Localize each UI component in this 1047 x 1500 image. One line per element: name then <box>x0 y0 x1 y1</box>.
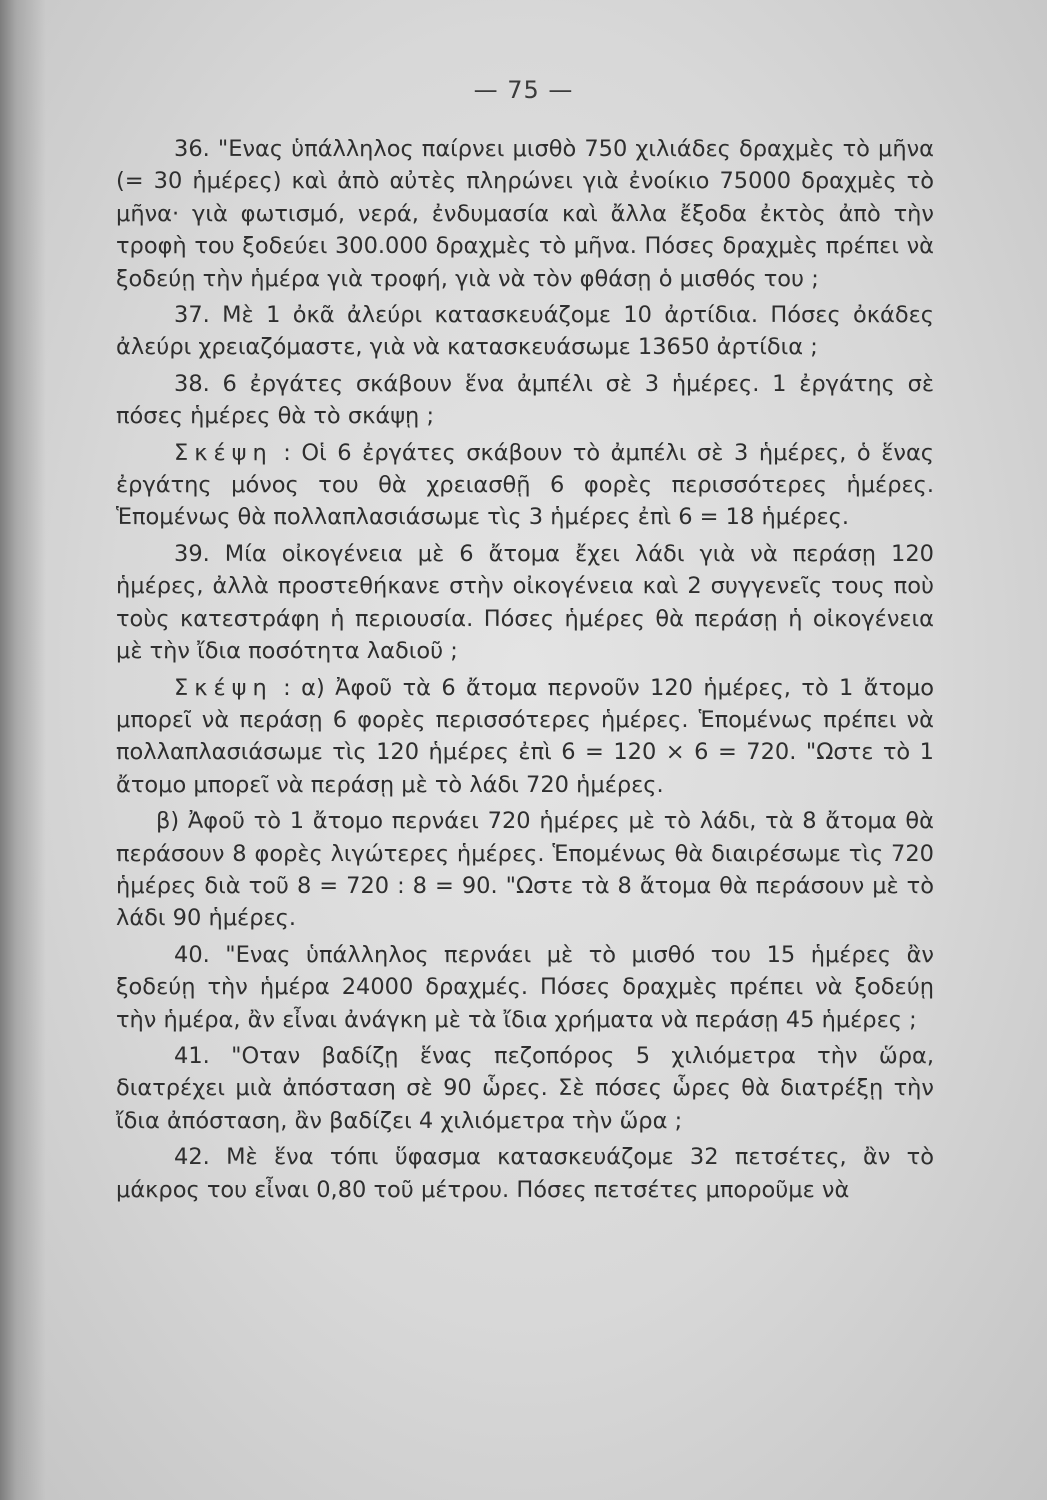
problem-36: 36. "Ενας ὑπάλληλος παίρνει μισθὸ 750 χιλιάδες δραχμὲς τὸ μῆνα (= 30 ἡμέρες) καὶ ἀπὸ αὐτὲς πληρώνει γιὰ ἐνοίκιο 75000 δραχμὲς τὸ μῆνα· γιὰ φωτισμό, νερά, ἐνδυμασία καὶ ἄλλα ἔξοδα ἐκτὸς ἀπὸ τὴν τροφὴ του ξοδεύει 300.000 δραχμὲς τὸ μῆνα. Πόσες δραχμὲς πρέπει νὰ ξοδεύῃ τὴν ἡμέρα γιὰ τροφή, γιὰ νὰ τὸν φθάσῃ ὁ μισθός του ; <box>116 136 934 292</box>
solution-text: : Οἱ 6 ἐργάτες σκάβουν τὸ ἀμπέλι σὲ 3 ἡμέρες, ὁ ἕνας ἐργάτης μόνος του θὰ χρειασθῇ 6 φορὲς περισσότερες ἡμέρες. Ἑπομένως θὰ πολλαπλασιάσωμε τὶς 3 ἡμέρες ἐπὶ 6 = 18 ἡμέρες. <box>116 439 934 531</box>
problem-38: 38. 6 ἐργάτες σκάβουν ἕνα ἀμπέλι σὲ 3 ἡμέρες. 1 ἐργάτης σὲ πόσες ἡμέρες θὰ τὸ σκάψῃ ; <box>116 370 934 430</box>
solution-39a <box>116 672 934 802</box>
solution-text: : α) Ἀφοῦ τὰ 6 ἄτομα περνοῦν 120 ἡμέρες, τὸ 1 ἄτομο μπορεῖ νὰ περάσῃ 6 φορὲς περισσότερες ἡμέρες. Ἑπομένως πρέπει νὰ πολλαπλασιάσωμε τὶς 120 ἡμέρες ἐπὶ 6 = 120 × 6 = 720. "Ωστε τὸ 1 ἄτομο μπορεῖ νὰ περάσῃ μὲ τὸ λάδι 720 ἡμέρες. <box>116 674 934 798</box>
problem-41: 41. "Οταν βαδίζῃ ἕνας πεζοπόρος 5 χιλιόμετρα τὴν ὥρα, διατρέχει μιὰ ἀπόσταση σὲ 90 ὧρες. Σὲ πόσες ὧρες θὰ διατρέξῃ τὴν ἴδια ἀπόσταση, ἂν βαδίζει 4 χιλιόμετρα τὴν ὥρα ; <box>116 1042 934 1134</box>
page-text <box>116 133 934 1210</box>
page-number: — 75 — <box>473 76 574 104</box>
solution-39b: β) Ἀφοῦ τὸ 1 ἄτομο περνάει 720 ἡμέρες μὲ τὸ λάδι, τὰ 8 ἄτομα θὰ περάσουν 8 φορὲς λιγώτερες ἡμέρες. Ἑπομένως θὰ διαιρέσωμε τὶς 720 ἡμέρες διὰ τοῦ 8 = 720 : 8 = 90. "Ωστε τὰ 8 ἄτομα θὰ περάσουν μὲ τὸ λάδι 90 ἡμέρες. <box>116 808 934 932</box>
problem-42: 42. Μὲ ἕνα τόπι ὕφασμα κατασκευάζομε 32 πετσέτες, ἂν τὸ μάκρος του εἶναι 0,80 τοῦ μέτρου. Πόσες πετσέτες μποροῦμε νὰ <box>116 1144 934 1203</box>
problem-40: 40. "Ενας ὑπάλληλος περνάει μὲ τὸ μισθό του 15 ἡμέρες ἂν ξοδεύῃ τὴν ἡμέρα 24000 δραχμές. Πόσες δραχμὲς πρέπει νὰ ξοδεύῃ τὴν ἡμέρα, ἂν εἶναι ἀνάγκη μὲ τὰ ἴδια χρήματα νὰ περάσῃ 45 ἡμέρες ; <box>116 941 934 1033</box>
problem-37: 37. Μὲ 1 ὀκᾶ ἀλεύρι κατασκευάζομε 10 ἀρτίδια. Πόσες ὀκάδες ἀλεύρι χρειαζόμαστε, γιὰ νὰ κατασκευάσωμε 13650 ἀρτίδια ; <box>116 302 934 361</box>
problem-39: 39. Μία οἰκογένεια μὲ 6 ἄτομα ἔχει λάδι γιὰ νὰ περάσῃ 120 ἡμέρες, ἀλλὰ προστεθήκανε στὴν οἰκογένεια καὶ 2 συγγενεῖς τους ποὺ τοὺς κατεστράφη ἡ περιουσία. Πόσες ἡμέρες θὰ περάσῃ ἡ οἰκογένεια μὲ τὴν ἴδια ποσότητα λαδιοῦ ; <box>116 540 934 665</box>
spine-shadow <box>0 0 46 1500</box>
solution-label: Σκέψη <box>174 439 273 466</box>
solution-label: Σκέψη <box>174 674 273 701</box>
solution-38 <box>116 437 934 534</box>
